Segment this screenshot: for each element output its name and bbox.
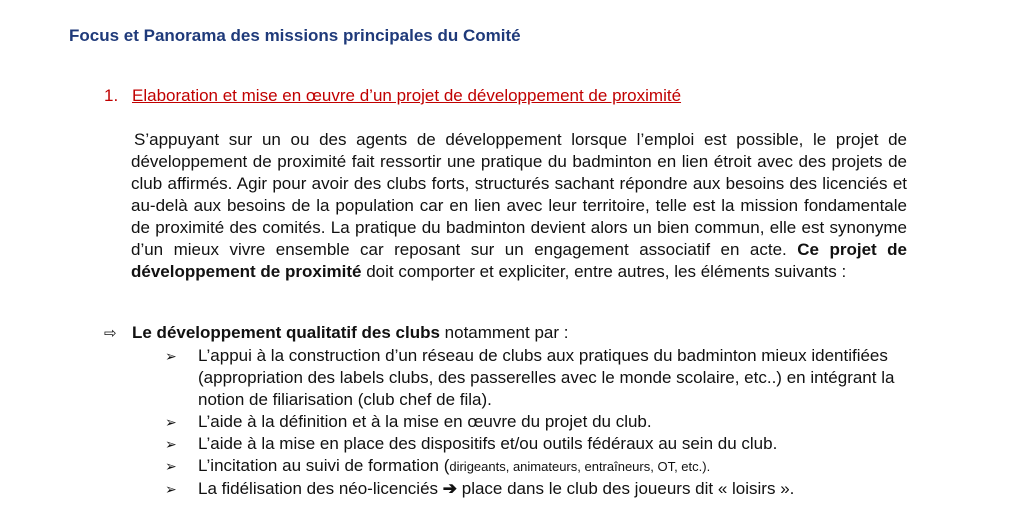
main-bullet-tail: notamment par : (439, 323, 569, 342)
list-item (165, 433, 915, 455)
list-item-text: L’aide à la mise en place des dispositifs et/ou outils fédéraux au sein du club. (198, 434, 778, 453)
list-item-tail-text: place dans le club des joueurs dit « loisirs ». (457, 479, 795, 498)
list-item (165, 455, 915, 478)
list-item (165, 411, 915, 433)
arrowhead-bullet-icon: ➢ (165, 436, 177, 452)
arrowhead-bullet-icon: ➢ (165, 348, 177, 364)
list-item-small-text: dirigeants, animateurs, entraîneurs, OT, etc.). (449, 459, 711, 474)
list-item-text: La fidélisation des néo-licenciés (198, 479, 443, 498)
paragraph-tail-text: doit comporter et expliciter, entre autres, les éléments suivants : (361, 262, 847, 281)
section-number: 1. (104, 86, 119, 105)
list-item-text: L’appui à la construction d’un réseau de clubs aux pratiques du badminton mieux identifiées (appropriation des labels clubs, des passerelles avec le monde scolaire, etc..) en intégrant la notion de filiarisation (club chef de fila). (198, 346, 895, 409)
section-heading (104, 86, 681, 106)
paragraph-bold-text: Ce projet de développement de proximité (131, 240, 907, 281)
main-bullet-bold: Le développement qualitatif des clubs (132, 323, 440, 342)
intro-paragraph (131, 129, 907, 283)
list-item-text: L’incitation au suivi de formation ( (198, 456, 450, 475)
arrowhead-bullet-icon: ➢ (165, 414, 177, 430)
arrowhead-bullet-icon: ➢ (165, 481, 177, 497)
document-title: Focus et Panorama des missions principales du Comité (69, 26, 521, 45)
main-bullet (104, 322, 568, 345)
outline-arrow-icon: ⇨ (104, 325, 117, 342)
list-item (165, 478, 915, 500)
paragraph-text: S’appuyant sur un ou des agents de développement lorsque l’emploi est possible, le projet de développement de proximité fait ressortir une pratique du badminton en lien étroit avec des projets de club affirmés. Agir pour avoir des clubs forts, structurés sachant répondre aux besoins des licenciés et au-delà aux besoins de la population car en lien avec leur territoire, telle est la mission fondamentale de proximité des comités. La pratique du badminton devient alors un bien commun, elle est synonyme d’un mieux vivre ensemble car reposant sur un engagement associatif en acte. (131, 130, 907, 259)
list-item (165, 345, 915, 411)
list-item-text: L’aide à la définition et à la mise en œuvre du projet du club. (198, 412, 652, 431)
section-heading-text: Elaboration et mise en œuvre d’un projet de développement de proximité (132, 86, 682, 105)
right-arrow-icon: ➔ (442, 479, 458, 498)
arrowhead-bullet-icon: ➢ (165, 458, 177, 474)
sub-bullet-list (165, 345, 915, 500)
